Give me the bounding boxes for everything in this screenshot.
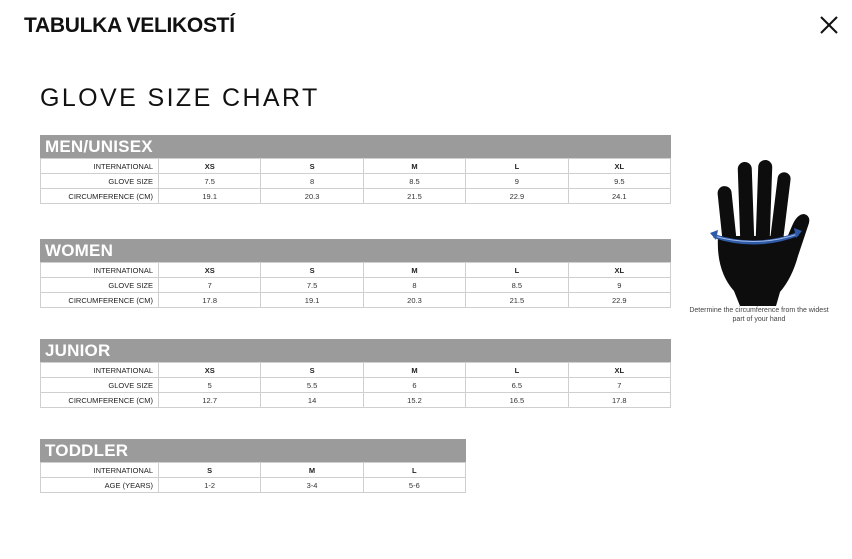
table-heading: TODDLER bbox=[40, 439, 466, 462]
modal-title: TABULKA VELIKOSTÍ bbox=[24, 14, 235, 37]
table-heading: MEN/UNISEX bbox=[40, 135, 671, 158]
table-cell: M bbox=[363, 159, 465, 174]
table-cell: 7.5 bbox=[159, 174, 261, 189]
table-cell: L bbox=[363, 463, 465, 478]
row-label: GLOVE SIZE bbox=[41, 378, 159, 393]
table-cell: 20.3 bbox=[363, 293, 465, 308]
table-cell: 7.5 bbox=[261, 278, 363, 293]
men-unisex-size-table bbox=[40, 135, 671, 204]
table-row bbox=[41, 463, 466, 478]
table-cell: XL bbox=[568, 263, 670, 278]
table-cell: M bbox=[363, 363, 465, 378]
table-cell: 5-6 bbox=[363, 478, 465, 493]
junior-size-table bbox=[40, 339, 671, 408]
table-cell: 22.9 bbox=[466, 189, 568, 204]
table-row bbox=[41, 263, 671, 278]
table-cell: S bbox=[261, 363, 363, 378]
table-row bbox=[41, 174, 671, 189]
table-cell: XS bbox=[159, 263, 261, 278]
table-row bbox=[41, 159, 671, 174]
table-row bbox=[41, 278, 671, 293]
table-cell: 7 bbox=[159, 278, 261, 293]
table-cell: 22.9 bbox=[568, 293, 670, 308]
table-cell: M bbox=[261, 463, 363, 478]
table-cell: 14 bbox=[261, 393, 363, 408]
table-cell: 19.1 bbox=[261, 293, 363, 308]
row-label: CIRCUMFERENCE (CM) bbox=[41, 189, 159, 204]
row-label: GLOVE SIZE bbox=[41, 174, 159, 189]
table-cell: 20.3 bbox=[261, 189, 363, 204]
table-cell: 8.5 bbox=[466, 278, 568, 293]
table-cell: M bbox=[363, 263, 465, 278]
table-cell: S bbox=[261, 263, 363, 278]
hand-caption: Determine the circumference from the widest part of your hand bbox=[689, 307, 829, 323]
table-cell: 24.1 bbox=[568, 189, 670, 204]
table-cell: 6 bbox=[363, 378, 465, 393]
table-cell: 8 bbox=[261, 174, 363, 189]
chart-title: GLOVE SIZE CHART bbox=[40, 84, 320, 112]
table-cell: XS bbox=[159, 363, 261, 378]
row-label: GLOVE SIZE bbox=[41, 278, 159, 293]
table-cell: 21.5 bbox=[363, 189, 465, 204]
table-cell: XS bbox=[159, 159, 261, 174]
table-cell: 17.8 bbox=[159, 293, 261, 308]
table-row bbox=[41, 293, 671, 308]
row-label: CIRCUMFERENCE (CM) bbox=[41, 393, 159, 408]
toddler-size-table bbox=[40, 439, 466, 493]
table-row bbox=[41, 363, 671, 378]
table-cell: 8.5 bbox=[363, 174, 465, 189]
table-cell: 3-4 bbox=[261, 478, 363, 493]
row-label: INTERNATIONAL bbox=[41, 263, 159, 278]
table-cell: S bbox=[159, 463, 261, 478]
table-cell: S bbox=[261, 159, 363, 174]
table-cell: L bbox=[466, 159, 568, 174]
table-row bbox=[41, 189, 671, 204]
table-row bbox=[41, 378, 671, 393]
glove-hand-icon bbox=[704, 156, 814, 306]
table-cell: 17.8 bbox=[568, 393, 670, 408]
table-row bbox=[41, 393, 671, 408]
row-label: AGE (YEARS) bbox=[41, 478, 159, 493]
table-cell: 6.5 bbox=[466, 378, 568, 393]
table-cell: 8 bbox=[363, 278, 465, 293]
row-label: INTERNATIONAL bbox=[41, 363, 159, 378]
table-cell: 16.5 bbox=[466, 393, 568, 408]
table-cell: L bbox=[466, 363, 568, 378]
table-cell: 5 bbox=[159, 378, 261, 393]
table-cell: XL bbox=[568, 159, 670, 174]
table-heading: JUNIOR bbox=[40, 339, 671, 362]
table-cell: 9.5 bbox=[568, 174, 670, 189]
table-cell: 7 bbox=[568, 378, 670, 393]
table-cell: 9 bbox=[568, 278, 670, 293]
table-heading: WOMEN bbox=[40, 239, 671, 262]
table-cell: XL bbox=[568, 363, 670, 378]
table-row bbox=[41, 478, 466, 493]
table-cell: 9 bbox=[466, 174, 568, 189]
women-size-table bbox=[40, 239, 671, 308]
table-cell: 1-2 bbox=[159, 478, 261, 493]
table-cell: 15.2 bbox=[363, 393, 465, 408]
table-cell: 12.7 bbox=[159, 393, 261, 408]
table-cell: 5.5 bbox=[261, 378, 363, 393]
row-label: INTERNATIONAL bbox=[41, 159, 159, 174]
table-cell: 21.5 bbox=[466, 293, 568, 308]
table-cell: 19.1 bbox=[159, 189, 261, 204]
table-cell: L bbox=[466, 263, 568, 278]
close-x-icon bbox=[818, 14, 840, 36]
row-label: CIRCUMFERENCE (CM) bbox=[41, 293, 159, 308]
close-button[interactable] bbox=[816, 12, 842, 38]
row-label: INTERNATIONAL bbox=[41, 463, 159, 478]
